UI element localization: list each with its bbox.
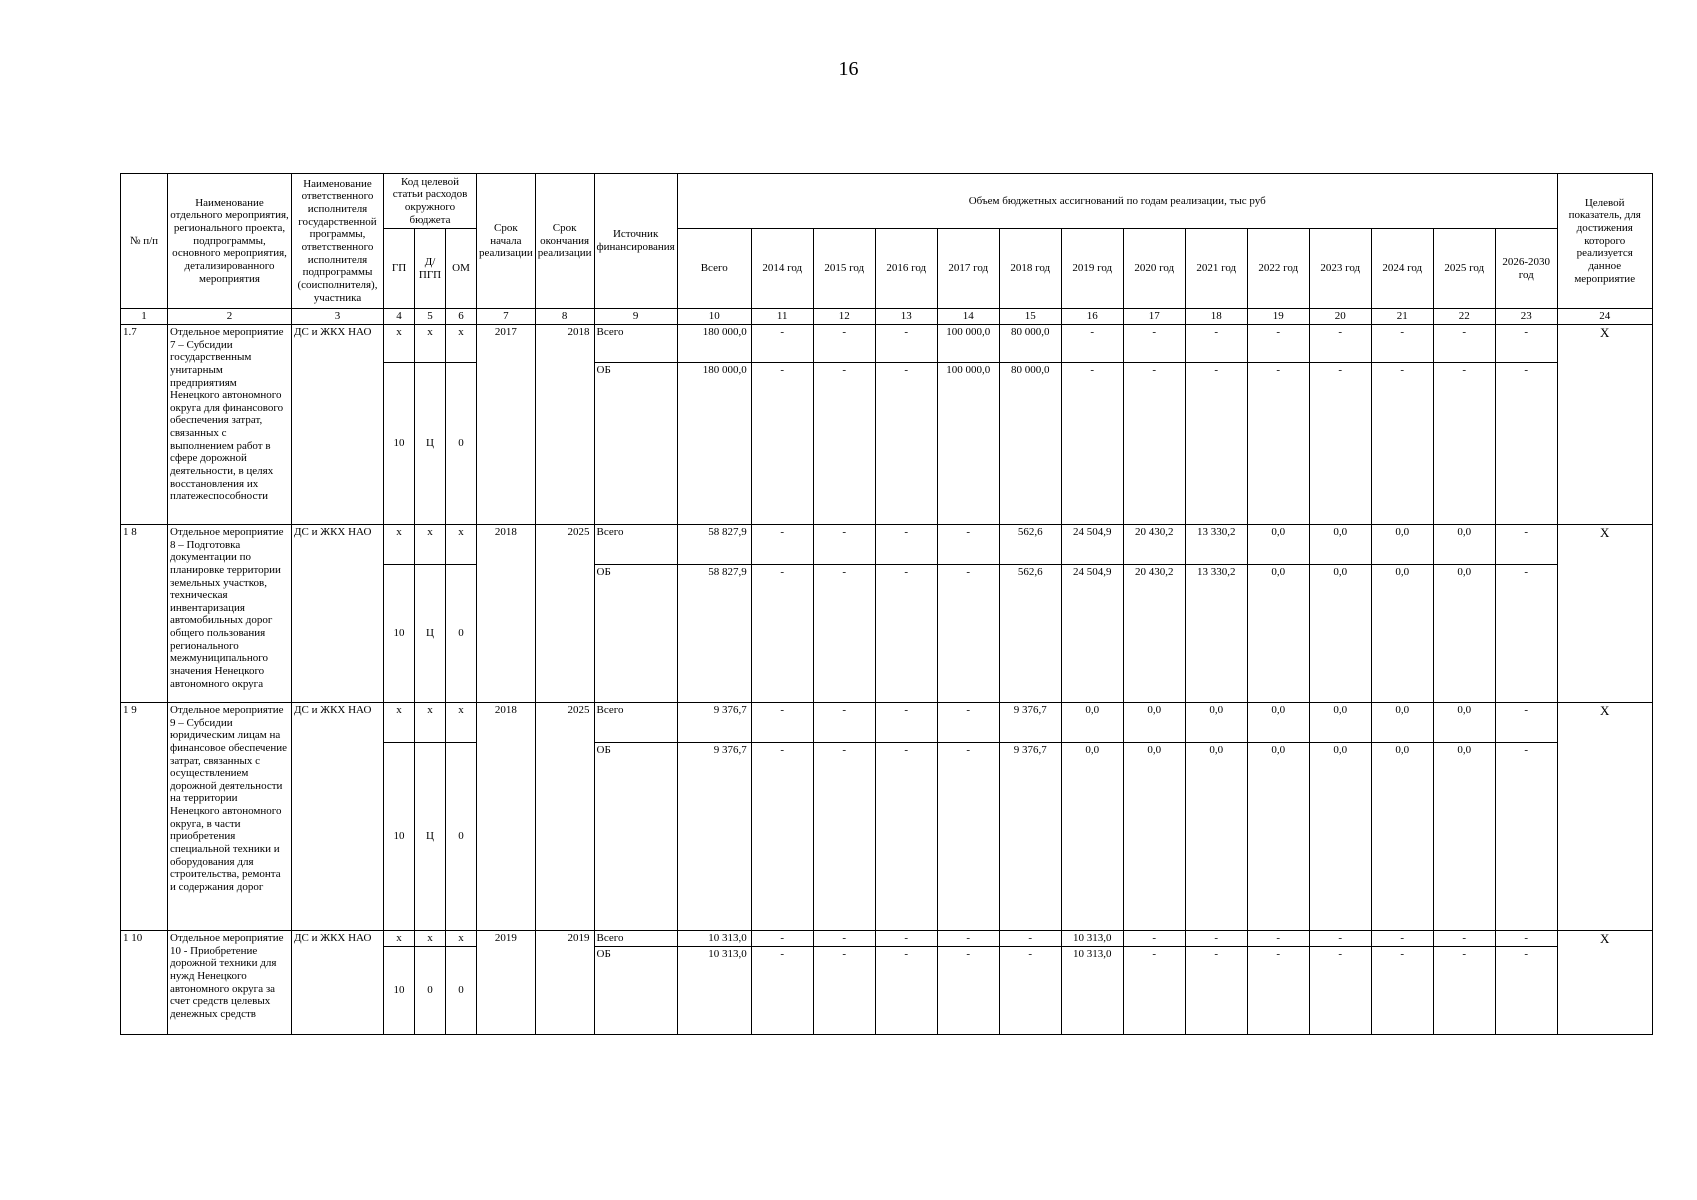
column-number: 9 xyxy=(594,309,677,325)
header-end: Срок окончания реализации xyxy=(535,174,594,309)
row-executor: ДС и ЖКХ НАО xyxy=(292,325,384,525)
row-number: 1.7 xyxy=(121,325,168,525)
row-number: 1 9 xyxy=(121,703,168,931)
code-cell: 10 xyxy=(384,946,415,1034)
value-cell: - xyxy=(1495,743,1557,931)
value-cell: - xyxy=(875,743,937,931)
value-cell: 0,0 xyxy=(1309,565,1371,703)
value-cell: - xyxy=(1495,703,1557,743)
header-code-dpgp: Д/ПГП xyxy=(415,229,446,309)
row-source: Всего xyxy=(594,703,677,743)
value-cell: 80 000,0 xyxy=(999,325,1061,363)
page-number: 16 xyxy=(838,58,859,80)
value-cell: - xyxy=(1061,363,1123,525)
row-target: Х xyxy=(1557,931,1652,1035)
row-start: 2019 xyxy=(477,931,536,1035)
value-cell: - xyxy=(937,703,999,743)
value-cell: 10 313,0 xyxy=(677,946,751,1034)
column-number: 11 xyxy=(751,309,813,325)
value-cell: 100 000,0 xyxy=(937,325,999,363)
value-cell: - xyxy=(1495,946,1557,1034)
value-cell: 0,0 xyxy=(1371,565,1433,703)
code-cell: х xyxy=(446,325,477,363)
value-cell: 0,0 xyxy=(1433,525,1495,565)
row-target: Х xyxy=(1557,703,1652,931)
header-code-group: Код целевой статьи расходов окружного бюджета xyxy=(384,174,477,229)
value-cell: 0,0 xyxy=(1185,703,1247,743)
value-cell: - xyxy=(1433,931,1495,947)
value-cell: - xyxy=(751,946,813,1034)
header-source: Источник финансирования xyxy=(594,174,677,309)
code-cell: 10 xyxy=(384,565,415,703)
value-cell: - xyxy=(875,931,937,947)
value-cell: - xyxy=(1123,946,1185,1034)
header-year: 2021 год xyxy=(1185,229,1247,309)
value-cell: 10 313,0 xyxy=(1061,931,1123,947)
value-cell: 9 376,7 xyxy=(677,703,751,743)
value-cell: - xyxy=(937,946,999,1034)
value-cell: - xyxy=(1185,363,1247,525)
header-code-om: ОМ xyxy=(446,229,477,309)
code-cell: х xyxy=(415,525,446,565)
value-cell: - xyxy=(751,363,813,525)
code-cell: 0 xyxy=(446,363,477,525)
row-start: 2018 xyxy=(477,525,536,703)
row-source: ОБ xyxy=(594,363,677,525)
value-cell: - xyxy=(875,525,937,565)
header-year: 2025 год xyxy=(1433,229,1495,309)
value-cell: - xyxy=(751,525,813,565)
budget-table xyxy=(120,173,1653,1035)
row-number: 1 10 xyxy=(121,931,168,1035)
value-cell: 58 827,9 xyxy=(677,565,751,703)
code-cell: 10 xyxy=(384,363,415,525)
value-cell: - xyxy=(875,325,937,363)
code-cell: х xyxy=(415,931,446,947)
row-name: Отдельное мероприятие 8 – Подготовка документации по планировке территории земельных участков, техническая инвентаризация автомобильных дорог общего пользования регионального межмуниципального значения Ненецкого автономного округа xyxy=(168,525,292,703)
row-source: ОБ xyxy=(594,946,677,1034)
row-number: 1 8 xyxy=(121,525,168,703)
value-cell: 0,0 xyxy=(1371,743,1433,931)
row-executor: ДС и ЖКХ НАО xyxy=(292,931,384,1035)
value-cell: - xyxy=(1185,931,1247,947)
header-num: № п/п xyxy=(121,174,168,309)
row-source: Всего xyxy=(594,931,677,947)
value-cell: - xyxy=(1371,931,1433,947)
value-cell: - xyxy=(1247,946,1309,1034)
row-start: 2018 xyxy=(477,703,536,931)
value-cell: - xyxy=(875,946,937,1034)
value-cell: - xyxy=(751,743,813,931)
header-year: 2016 год xyxy=(875,229,937,309)
header-year: 2026-2030 год xyxy=(1495,229,1557,309)
column-number: 12 xyxy=(813,309,875,325)
value-cell: 80 000,0 xyxy=(999,363,1061,525)
value-cell: - xyxy=(813,946,875,1034)
value-cell: 13 330,2 xyxy=(1185,565,1247,703)
column-number: 18 xyxy=(1185,309,1247,325)
value-cell: 20 430,2 xyxy=(1123,525,1185,565)
code-cell: 0 xyxy=(446,743,477,931)
value-cell: 0,0 xyxy=(1061,743,1123,931)
row-start: 2017 xyxy=(477,325,536,525)
row-source: Всего xyxy=(594,525,677,565)
row-end: 2025 xyxy=(535,525,594,703)
column-number: 15 xyxy=(999,309,1061,325)
value-cell: - xyxy=(875,565,937,703)
row-executor: ДС и ЖКХ НАО xyxy=(292,703,384,931)
value-cell: - xyxy=(937,525,999,565)
row-name: Отдельное мероприятие 10 - Приобретение дорожной техники для нужд Ненецкого автономного округа за счет средств целевых денежных средств xyxy=(168,931,292,1035)
column-number: 2 xyxy=(168,309,292,325)
value-cell: - xyxy=(1247,931,1309,947)
row-target: Х xyxy=(1557,325,1652,525)
value-cell: 10 313,0 xyxy=(677,931,751,947)
value-cell: 562,6 xyxy=(999,565,1061,703)
header-year: 2015 год xyxy=(813,229,875,309)
value-cell: - xyxy=(813,743,875,931)
value-cell: - xyxy=(813,325,875,363)
value-cell: - xyxy=(1433,363,1495,525)
value-cell: 0,0 xyxy=(1247,565,1309,703)
value-cell: - xyxy=(1495,565,1557,703)
code-cell: х xyxy=(384,703,415,743)
value-cell: - xyxy=(751,703,813,743)
value-cell: - xyxy=(813,525,875,565)
value-cell: - xyxy=(1495,525,1557,565)
value-cell: - xyxy=(1185,325,1247,363)
table-row xyxy=(121,325,1653,363)
header-name: Наименование отдельного мероприятия, регионального проекта, подпрограммы, основного мероприятия, детализированного мероприятия xyxy=(168,174,292,309)
column-number: 1 xyxy=(121,309,168,325)
value-cell: 20 430,2 xyxy=(1123,565,1185,703)
row-end: 2025 xyxy=(535,703,594,931)
value-cell: - xyxy=(1371,946,1433,1034)
header-target: Целевой показатель, для достижения которого реализуется данное мероприятие xyxy=(1557,174,1652,309)
value-cell: - xyxy=(1371,363,1433,525)
value-cell: - xyxy=(751,565,813,703)
value-cell: 0,0 xyxy=(1309,703,1371,743)
header-total: Всего xyxy=(677,229,751,309)
value-cell: - xyxy=(875,363,937,525)
value-cell: - xyxy=(937,565,999,703)
column-number: 6 xyxy=(446,309,477,325)
value-cell: - xyxy=(1371,325,1433,363)
column-number: 23 xyxy=(1495,309,1557,325)
value-cell: - xyxy=(813,703,875,743)
value-cell: - xyxy=(813,363,875,525)
value-cell: - xyxy=(999,931,1061,947)
column-number: 10 xyxy=(677,309,751,325)
value-cell: - xyxy=(1495,325,1557,363)
value-cell: - xyxy=(1123,325,1185,363)
code-cell: х xyxy=(446,703,477,743)
value-cell: - xyxy=(813,931,875,947)
value-cell: - xyxy=(751,325,813,363)
value-cell: - xyxy=(1495,931,1557,947)
code-cell: х xyxy=(384,525,415,565)
code-cell: Ц xyxy=(415,565,446,703)
row-name: Отдельное мероприятие 7 – Субсидии государственным унитарным предприятиям Ненецкого автономного округа для финансового обеспечения затрат, связанных с выполнением работ в сфере дорожной деятельности, в целях восстановления их платежеспособности xyxy=(168,325,292,525)
value-cell: 10 313,0 xyxy=(1061,946,1123,1034)
value-cell: 0,0 xyxy=(1433,743,1495,931)
column-number: 22 xyxy=(1433,309,1495,325)
value-cell: - xyxy=(1185,946,1247,1034)
header-year: 2020 год xyxy=(1123,229,1185,309)
value-cell: - xyxy=(1433,946,1495,1034)
code-cell: Ц xyxy=(415,363,446,525)
header-executor: Наименование ответственного исполнителя государственной программы, ответственного исполнителя подпрограммы (соисполнителя), участника xyxy=(292,174,384,309)
value-cell: 0,0 xyxy=(1247,743,1309,931)
value-cell: - xyxy=(937,743,999,931)
code-cell: 0 xyxy=(415,946,446,1034)
header-year: 2014 год xyxy=(751,229,813,309)
code-cell: Ц xyxy=(415,743,446,931)
header-year: 2023 год xyxy=(1309,229,1371,309)
row-end: 2019 xyxy=(535,931,594,1035)
table-row xyxy=(121,931,1653,947)
value-cell: 0,0 xyxy=(1309,525,1371,565)
row-source: Всего xyxy=(594,325,677,363)
value-cell: - xyxy=(1247,325,1309,363)
value-cell: 0,0 xyxy=(1433,565,1495,703)
code-cell: х xyxy=(384,325,415,363)
column-number: 4 xyxy=(384,309,415,325)
row-end: 2018 xyxy=(535,325,594,525)
value-cell: - xyxy=(1123,931,1185,947)
value-cell: - xyxy=(1123,363,1185,525)
column-number: 7 xyxy=(477,309,536,325)
row-name: Отдельное мероприятие 9 – Субсидии юридическим лицам на финансовое обеспечение затрат, связанных с осуществлением дорожной деятельности на территории Ненецкого автономного округа, в части приобретения специальной техники и оборудования для строительства, ремонта и содержания дорог xyxy=(168,703,292,931)
code-cell: х xyxy=(415,325,446,363)
row-executor: ДС и ЖКХ НАО xyxy=(292,525,384,703)
header-volume-group: Объем бюджетных ассигнований по годам реализации, тыс руб xyxy=(677,174,1557,229)
value-cell: - xyxy=(751,931,813,947)
header-year: 2017 год xyxy=(937,229,999,309)
value-cell: - xyxy=(875,703,937,743)
column-number: 3 xyxy=(292,309,384,325)
value-cell: 0,0 xyxy=(1247,525,1309,565)
value-cell: 0,0 xyxy=(1309,743,1371,931)
value-cell: 0,0 xyxy=(1061,703,1123,743)
header-year: 2024 год xyxy=(1371,229,1433,309)
value-cell: 180 000,0 xyxy=(677,363,751,525)
value-cell: - xyxy=(1309,325,1371,363)
code-cell: 10 xyxy=(384,743,415,931)
column-number: 16 xyxy=(1061,309,1123,325)
value-cell: - xyxy=(1433,325,1495,363)
value-cell: - xyxy=(813,565,875,703)
column-number: 21 xyxy=(1371,309,1433,325)
header-year: 2019 год xyxy=(1061,229,1123,309)
header-year: 2018 год xyxy=(999,229,1061,309)
value-cell: 0,0 xyxy=(1185,743,1247,931)
column-number: 8 xyxy=(535,309,594,325)
value-cell: 562,6 xyxy=(999,525,1061,565)
value-cell: 9 376,7 xyxy=(677,743,751,931)
value-cell: 180 000,0 xyxy=(677,325,751,363)
column-number: 14 xyxy=(937,309,999,325)
code-cell: х xyxy=(446,931,477,947)
code-cell: х xyxy=(446,525,477,565)
value-cell: 9 376,7 xyxy=(999,743,1061,931)
value-cell: 24 504,9 xyxy=(1061,525,1123,565)
value-cell: - xyxy=(1495,363,1557,525)
row-target: Х xyxy=(1557,525,1652,703)
column-number: 20 xyxy=(1309,309,1371,325)
table-row xyxy=(121,703,1653,743)
column-number: 17 xyxy=(1123,309,1185,325)
value-cell: - xyxy=(1309,931,1371,947)
code-cell: х xyxy=(384,931,415,947)
column-number: 24 xyxy=(1557,309,1652,325)
value-cell: 24 504,9 xyxy=(1061,565,1123,703)
value-cell: - xyxy=(1309,363,1371,525)
value-cell: 0,0 xyxy=(1371,525,1433,565)
value-cell: 100 000,0 xyxy=(937,363,999,525)
code-cell: х xyxy=(415,703,446,743)
value-cell: 0,0 xyxy=(1123,743,1185,931)
column-number: 5 xyxy=(415,309,446,325)
value-cell: 0,0 xyxy=(1371,703,1433,743)
value-cell: - xyxy=(1061,325,1123,363)
row-source: ОБ xyxy=(594,743,677,931)
value-cell: - xyxy=(999,946,1061,1034)
header-start: Срок начала реализации xyxy=(477,174,536,309)
table-row xyxy=(121,525,1653,565)
header-year: 2022 год xyxy=(1247,229,1309,309)
code-cell: 0 xyxy=(446,946,477,1034)
value-cell: 0,0 xyxy=(1247,703,1309,743)
value-cell: - xyxy=(937,931,999,947)
row-source: ОБ xyxy=(594,565,677,703)
header-code-gp: ГП xyxy=(384,229,415,309)
value-cell: 13 330,2 xyxy=(1185,525,1247,565)
value-cell: - xyxy=(1309,946,1371,1034)
column-number: 13 xyxy=(875,309,937,325)
value-cell: 9 376,7 xyxy=(999,703,1061,743)
value-cell: 0,0 xyxy=(1433,703,1495,743)
value-cell: 0,0 xyxy=(1123,703,1185,743)
value-cell: - xyxy=(1247,363,1309,525)
value-cell: 58 827,9 xyxy=(677,525,751,565)
column-number: 19 xyxy=(1247,309,1309,325)
code-cell: 0 xyxy=(446,565,477,703)
